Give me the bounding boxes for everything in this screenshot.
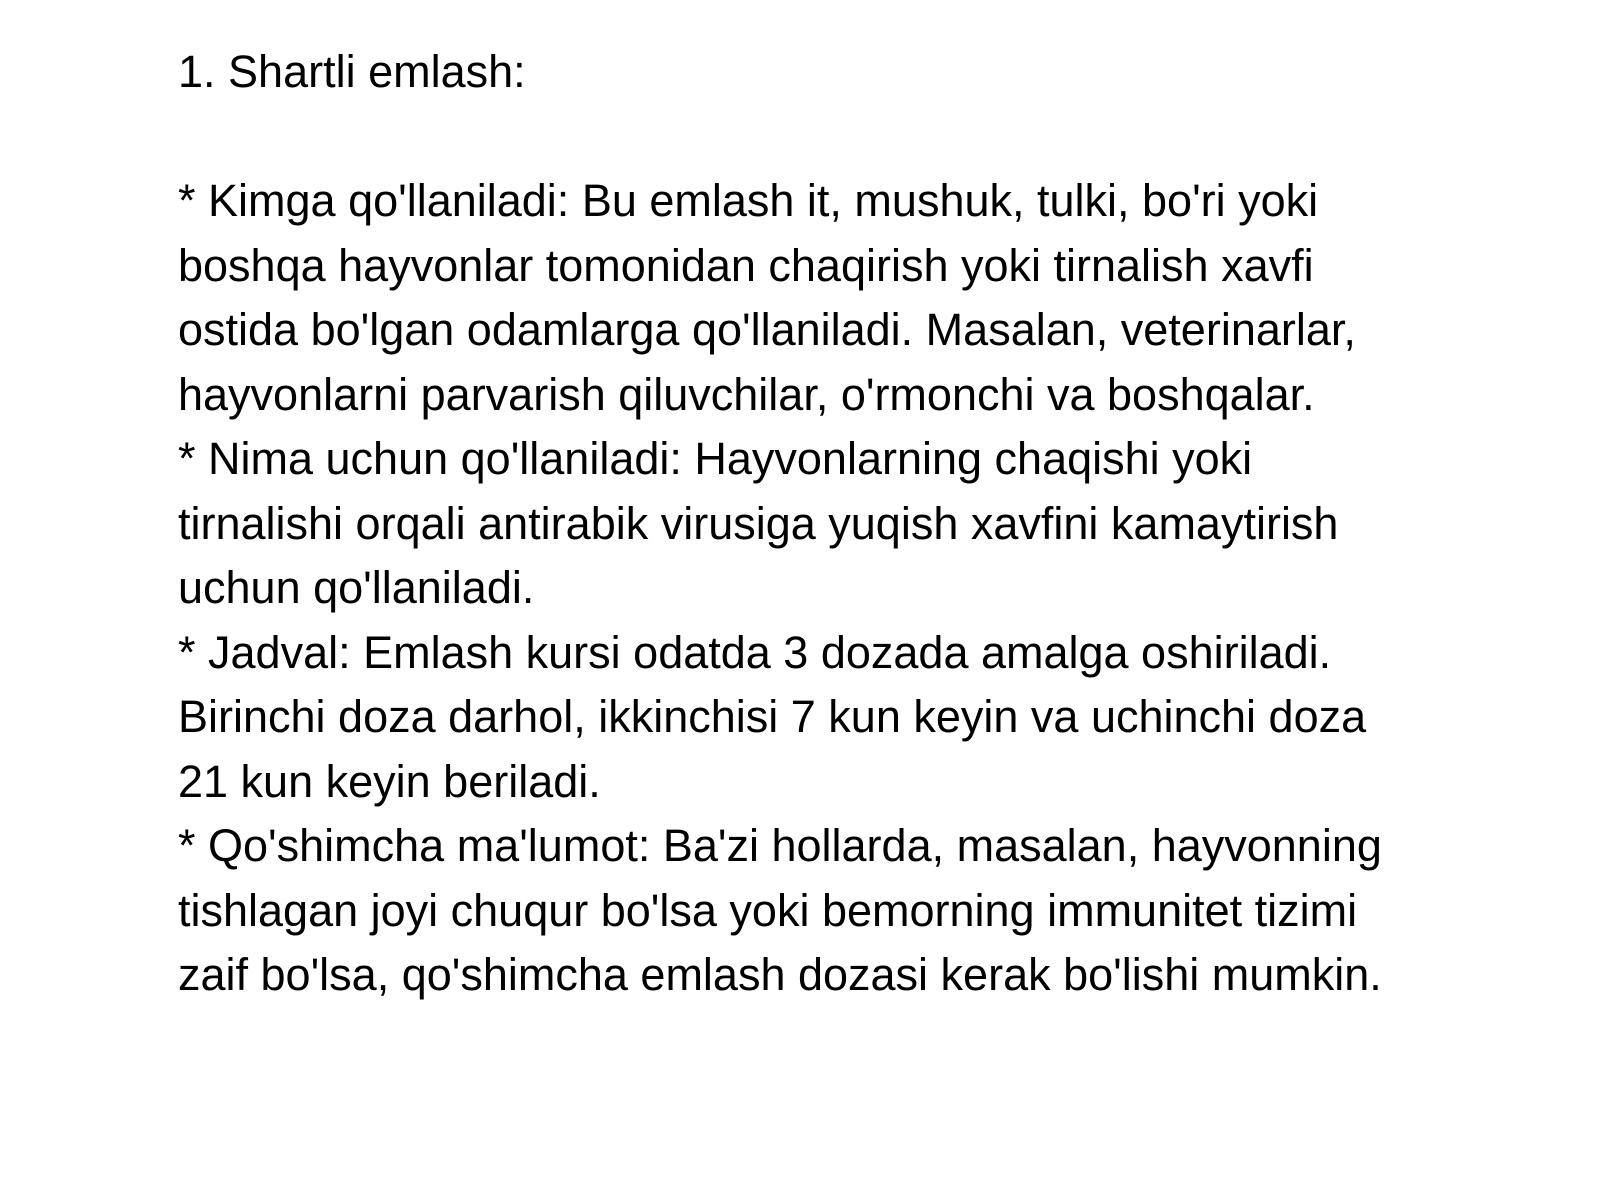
- bullet-paragraph-who: * Kimga qo'llaniladi: Bu emlash it, mushuk, tulki, bo'ri yoki boshqa hayvonlar tomonidan chaqirish yoki tirnalish xavfi ostida bo'lgan odamlarga qo'llaniladi. Masalan, veterinarlar, hayvonlarni parvarish qiluvchilar, o'rmonchi va boshqalar.: [178, 175, 1356, 420]
- bullet-paragraph-why: * Nima uchun qo'llaniladi: Hayvonlarning chaqishi yoki tirnalishi orqali antirabik virusiga yuqish xavfini kamaytirish uchun qo'llaniladi.: [178, 433, 1339, 613]
- bullet-paragraph-additional: * Qo'shimcha ma'lumot: Ba'zi hollarda, masalan, hayvonning tishlagan joyi chuqur bo'lsa yoki bemorning immunitet tizimi zaif bo'lsa, qo'shimcha emlash dozasi kerak bo'lishi mumkin.: [178, 820, 1382, 1000]
- section-heading: 1. Shartli emlash:: [178, 46, 526, 97]
- blank-line: [178, 105, 1428, 170]
- bullet-paragraph-schedule: * Jadval: Emlash kursi odatda 3 dozada amalga oshiriladi. Birinchi doza darhol, ikkinchisi 7 kun keyin va uchinchi doza 21 kun keyin beriladi.: [178, 626, 1367, 807]
- text-block: [178, 40, 1428, 1008]
